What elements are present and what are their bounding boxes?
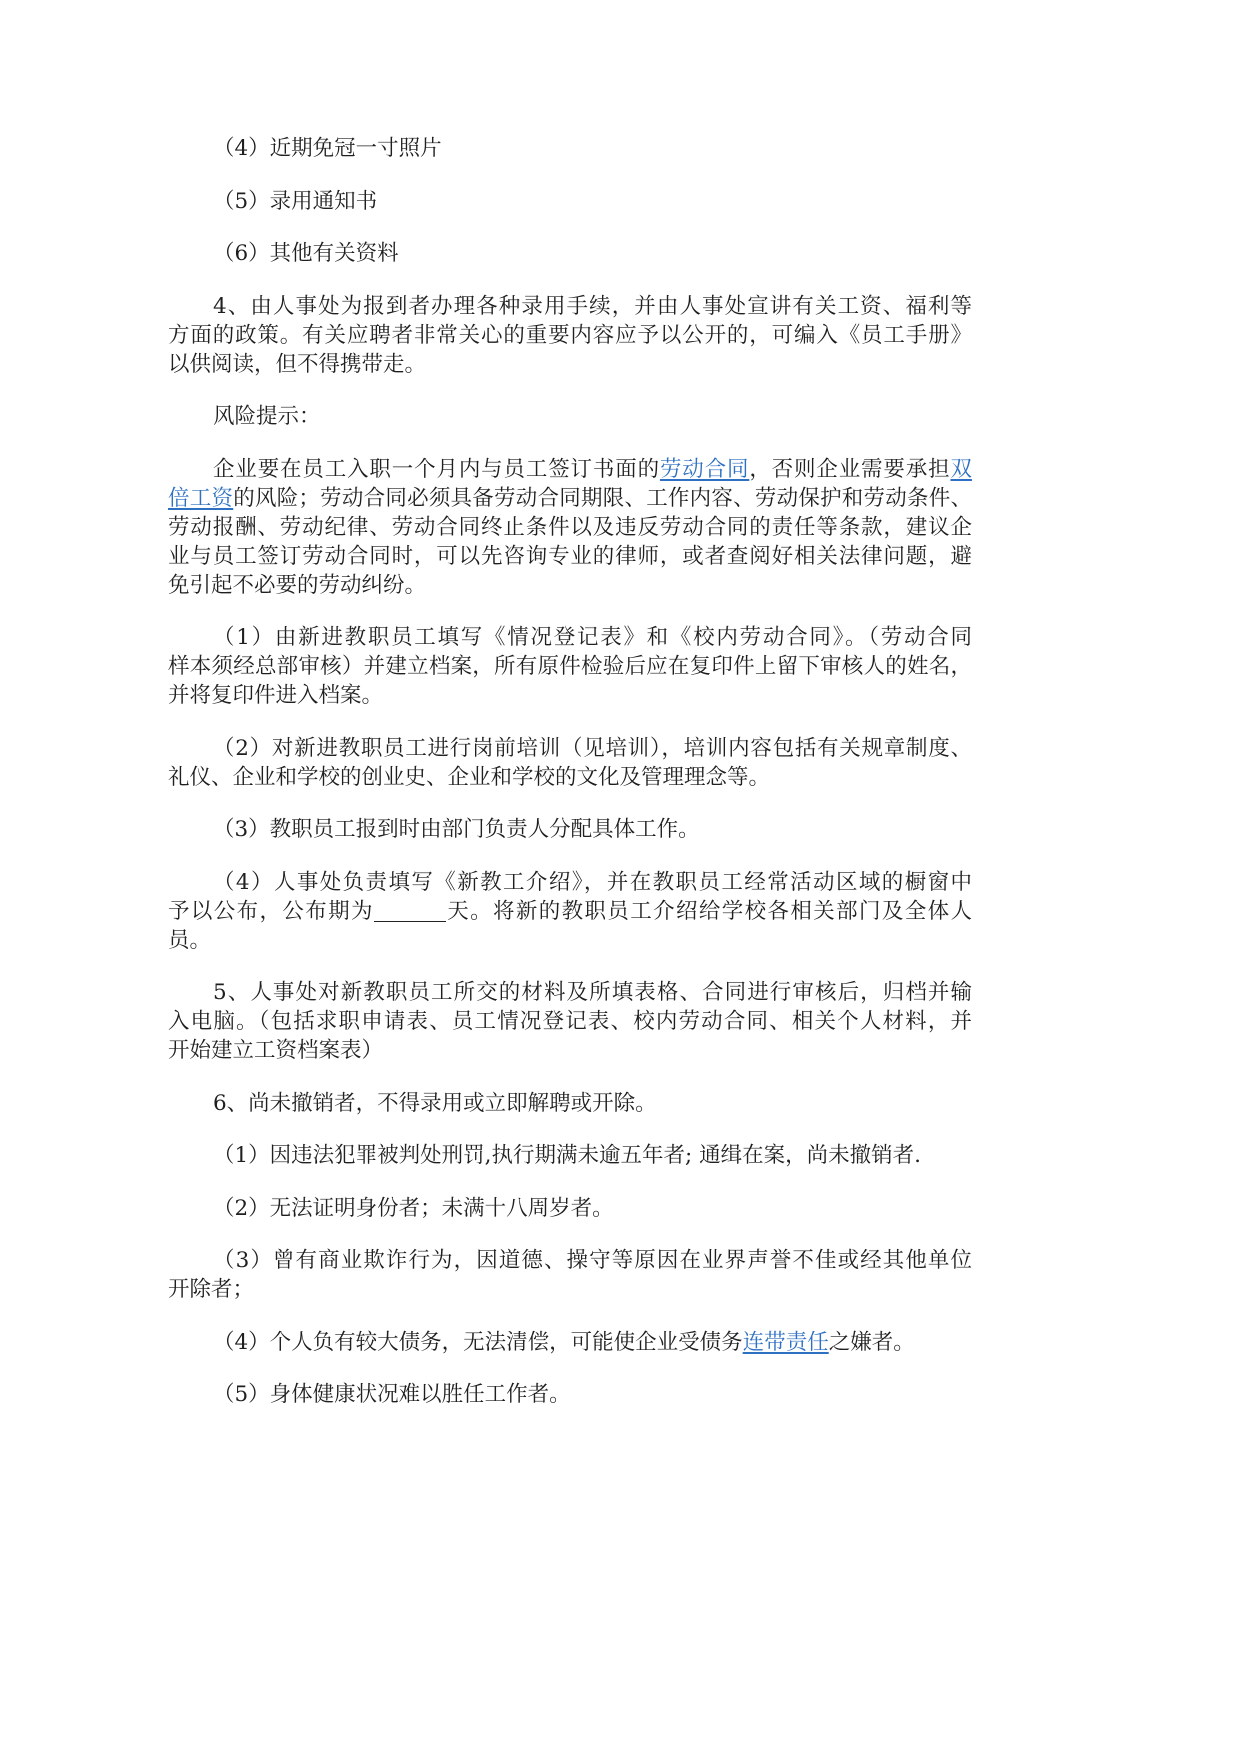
text-line: 并将复印件进入档案。 (168, 683, 384, 708)
text-segment: 之嫌者。 (828, 1329, 915, 1355)
required-doc-other (168, 239, 972, 268)
disqualification-5-health (168, 1380, 972, 1409)
text-line (168, 897, 972, 926)
text-line: （1）由新进教职员工填写《情况登记表》和《校内劳动合同》。（劳动合同 (213, 625, 972, 650)
text-line: （4）人事处负责填写《新教工介绍》，并在教职员工经常活动区域的橱窗中 (213, 869, 972, 895)
text-line: 劳动报酬、劳动纪律、劳动合同终止条件以及违反劳动合同的责任等条款，建议企 (168, 514, 972, 540)
disqualification-3-misconduct (168, 1246, 972, 1304)
text-line: （4）近期免冠一寸照片 (213, 136, 442, 161)
document-page (168, 134, 972, 1433)
text-line: 4、由人事处为报到者办理各种录用手续，并由人事处宣讲有关工资、福利等 (213, 293, 972, 319)
substep-3-work-assignment (168, 815, 972, 844)
text-line (168, 1328, 972, 1357)
joint-liability-link[interactable]: 连带责任 (742, 1329, 829, 1355)
risk-notice-paragraph (168, 455, 972, 600)
text-line: （1）因违法犯罪被判处刑罚,执行期满未逾五年者; 通缉在案，尚未撤销者. (213, 1143, 921, 1168)
text-line: （5）录用通知书 (213, 188, 378, 214)
text-line: 开始建立工资档案表） (168, 1038, 384, 1063)
text-segment: 的风险；劳动合同必须具备劳动合同期限、工作内容、劳动保护和劳动条件、 (233, 485, 972, 511)
text-line: （2）无法证明身份者；未满十八周岁者。 (213, 1195, 614, 1221)
substep-1-registration (168, 623, 972, 710)
disqualification-4-debt (168, 1328, 972, 1357)
text-line: （2）对新进教职员工进行岗前培训（见培训），培训内容包括有关规章制度、 (213, 735, 972, 761)
labor-contract-link[interactable]: 劳动合同 (659, 456, 750, 482)
text-line: 入电脑。（包括求职申请表、员工情况登记表、校内劳动合同、相关个人材料，并 (168, 1009, 972, 1034)
text-segment: 天。将新的教职员工介绍给学校各相关部门及全体人 (445, 898, 972, 924)
double-wage-link[interactable]: 倍工资 (168, 485, 234, 511)
step-5-records-review (168, 978, 972, 1065)
substep-2-training (168, 734, 972, 792)
text-line (168, 455, 972, 484)
step-4-onboarding-procedures (168, 292, 972, 379)
substep-4-introduction (168, 868, 972, 955)
text-line: 样本须经总部审核）并建立档案，所有原件检验后应在复印件上留下审核人的姓名， (168, 654, 972, 679)
text-line: 免引起不必要的劳动纠纷。 (168, 572, 427, 598)
disqualification-2-identity-age (168, 1194, 972, 1223)
step-6-disqualification-heading (168, 1089, 972, 1118)
required-doc-photo (168, 134, 972, 163)
text-line: 5、人事处对新教职员工所交的材料及所填表格、合同进行审核后，归档并输 (213, 980, 972, 1005)
text-line: 风险提示： (213, 404, 321, 429)
double-wage-link[interactable]: 双 (950, 456, 972, 482)
fill-in-blank (374, 903, 446, 922)
text-line: （5）身体健康状况难以胜任工作者。 (213, 1382, 571, 1407)
text-line: （6）其他有关资料 (213, 241, 399, 266)
text-line: 6、尚未撤销者，不得录用或立即解聘或开除。 (213, 1090, 657, 1116)
text-segment: （4）个人负有较大债务，无法清偿，可能使企业受债务 (213, 1329, 743, 1355)
risk-notice-heading (168, 402, 972, 431)
text-segment: ，否则企业需要承担 (749, 456, 951, 482)
text-line: （3）曾有商业欺诈行为，因道德、操守等原因在业界声誉不佳或经其他单位 (213, 1248, 972, 1273)
text-line: 以供阅读，但不得携带走。 (168, 351, 427, 377)
disqualification-1-criminal-record (168, 1141, 972, 1170)
text-line (168, 484, 972, 513)
text-segment: 企业要在员工入职一个月内与员工签订书面的 (213, 456, 660, 482)
text-line: 员。 (168, 927, 212, 953)
required-doc-offer-letter (168, 187, 972, 216)
text-segment: 予以公布，公布期为 (168, 898, 374, 924)
text-line: 开除者； (168, 1277, 255, 1302)
text-line: 业与员工签订劳动合同时，可以先咨询专业的律师，或者查阅好相关法律问题，避 (168, 543, 972, 569)
text-line: （3）教职员工报到时由部门负责人分配具体工作。 (213, 817, 700, 842)
text-line: 方面的政策。有关应聘者非常关心的重要内容应予以公开的，可编入《员工手册》 (168, 322, 972, 348)
text-line: 礼仪、企业和学校的创业史、企业和学校的文化及管理理念等。 (168, 764, 771, 790)
